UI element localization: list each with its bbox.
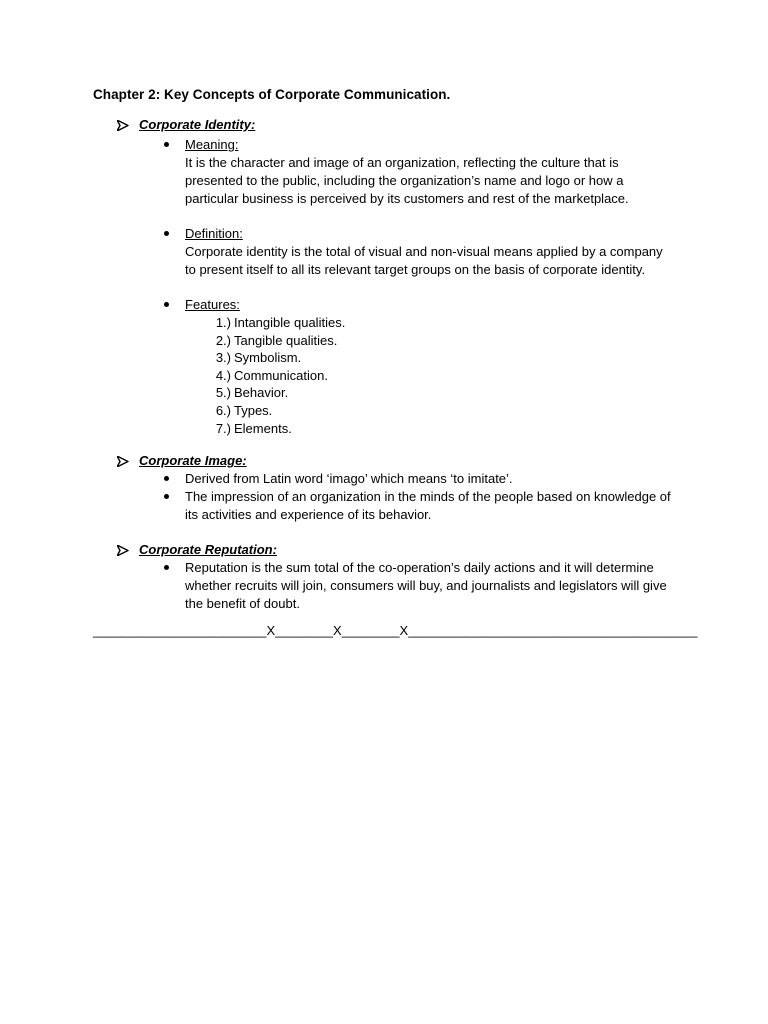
list-item	[185, 488, 671, 524]
list-item	[208, 314, 663, 332]
list-item	[185, 470, 671, 488]
list-item	[208, 349, 663, 367]
item-label: Features:	[185, 297, 240, 312]
chapter-title: Chapter 2: Key Concepts of Corporate Communication.	[93, 87, 451, 102]
list-text: Types.	[234, 402, 273, 418]
arrowhead-bullet-icon	[117, 120, 139, 131]
list-text: Elements.	[234, 420, 292, 436]
list-item-definition	[185, 225, 663, 279]
list-text: Symbolism.	[234, 350, 302, 366]
round-bullet-icon	[164, 476, 169, 481]
item-text: It is the character and image of an organization, reflecting the culture that is presented to the public, including the organization’s name and logo or how a particular business is perceived by its customers and rest of the marketplace.	[185, 155, 629, 206]
round-bullet-icon	[164, 302, 169, 307]
arrowhead-bullet-icon	[117, 545, 139, 556]
list-number: 3.)	[215, 350, 231, 366]
list-text: Communication.	[234, 367, 328, 383]
list-item	[208, 332, 663, 350]
list-number: 5.)	[215, 385, 231, 401]
item-text: Reputation is the sum total of the co-operation’s daily actions and it will determine whether recruits will join, consumers will buy, and journalists and legislators will give the benefit of doubt.	[185, 560, 667, 611]
list-item-features	[185, 296, 663, 437]
section-corporate-reputation	[117, 541, 667, 613]
list-number: 6.)	[215, 402, 231, 418]
list-number: 4.)	[215, 367, 231, 383]
separator-line: ________________________X________X________X________________________________________	[93, 623, 698, 638]
list-item	[208, 367, 663, 385]
list-text: Behavior.	[234, 385, 289, 401]
section-heading-row	[117, 541, 667, 559]
round-bullet-icon	[164, 494, 169, 499]
section-corporate-identity	[117, 116, 663, 437]
section-heading: Corporate Identity:	[139, 117, 256, 132]
arrowhead-bullet-icon	[117, 456, 139, 467]
item-text: Derived from Latin word ‘imago’ which means ‘to imitate’.	[185, 471, 513, 486]
section-heading-row	[117, 116, 663, 134]
list-number: 2.)	[215, 332, 231, 348]
list-item	[208, 402, 663, 420]
round-bullet-icon	[164, 565, 169, 570]
item-label: Definition:	[185, 226, 243, 241]
round-bullet-icon	[164, 142, 169, 147]
list-text: Intangible qualities.	[234, 315, 346, 330]
list-item	[185, 559, 667, 613]
section-heading: Corporate Image:	[139, 453, 247, 468]
item-text: The impression of an organization in the minds of the people based on knowledge of its activities and experience of its behavior.	[185, 489, 671, 522]
item-text: Corporate identity is the total of visual and non-visual means applied by a company to present itself to all its relevant target groups on the basis of corporate identity.	[185, 244, 663, 277]
list-item	[208, 384, 663, 402]
round-bullet-icon	[164, 231, 169, 236]
list-text: Tangible qualities.	[234, 332, 338, 348]
list-item	[208, 420, 663, 438]
list-item-meaning	[185, 136, 663, 208]
section-heading: Corporate Reputation:	[139, 542, 277, 557]
list-number: 1.)	[215, 315, 231, 330]
features-list	[208, 314, 663, 437]
list-number: 7.)	[215, 420, 231, 436]
section-corporate-image	[117, 452, 671, 524]
section-heading-row	[117, 452, 671, 470]
item-label: Meaning:	[185, 137, 239, 152]
